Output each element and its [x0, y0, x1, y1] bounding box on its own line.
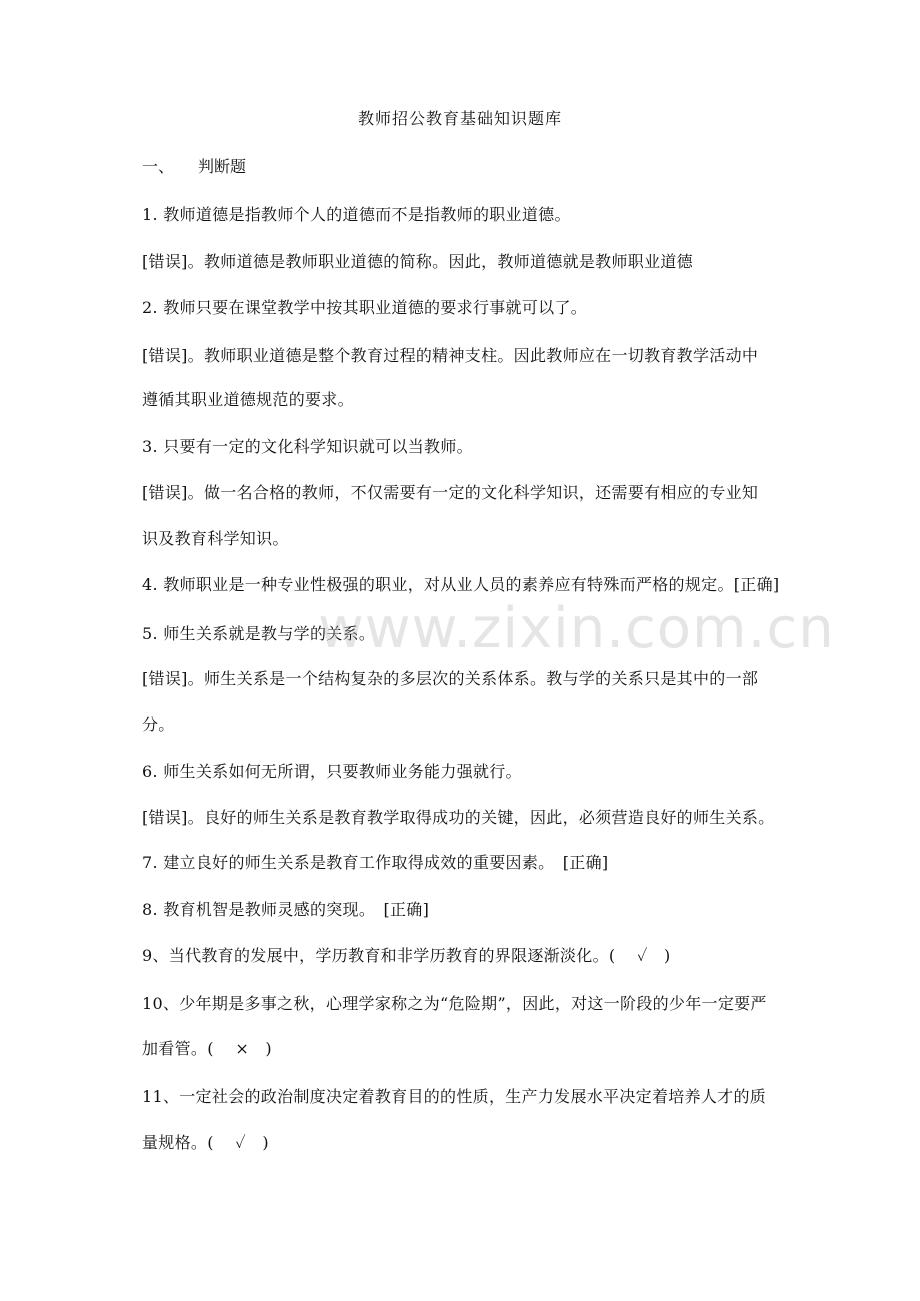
- text-line: 10、少年期是多事之秋，心理学家称之为“危险期”，因此，对这一阶段的少年一定要严: [142, 994, 767, 1013]
- text-line: 5. 师生关系就是教与学的关系。: [142, 624, 376, 643]
- text-line: 遵循其职业道德规范的要求。: [142, 390, 354, 409]
- watermark: www.zixin.com.cn: [318, 596, 835, 661]
- text-line: [错误]。做一名合格的教师，不仅需要有一定的文化科学知识，还需要有相应的专业知: [142, 483, 759, 502]
- text-line: 量规格。( ✓ ): [142, 1133, 269, 1152]
- text-line: 2. 教师只要在课堂教学中按其职业道德的要求行事就可以了。: [142, 298, 588, 317]
- text-line: 11、一定社会的政治制度决定着教育目的的性质，生产力发展水平决定着培养人才的质: [142, 1087, 767, 1106]
- section-heading: [142, 154, 246, 177]
- text-line: 1. 教师道德是指教师个人的道德而不是指教师的职业道德。: [142, 205, 571, 224]
- document-title: 教师招公教育基础知识题库: [357, 109, 562, 128]
- text-line: 9、当代教育的发展中，学历教育和非学历教育的界限逐渐淡化。( ✓ ): [142, 946, 671, 965]
- text-line: 分。: [142, 715, 175, 734]
- text-line: [错误]。教师道德是教师职业道德的简称。因此，教师道德就是教师职业道德: [142, 252, 693, 271]
- text-line: 加看管。( × ): [142, 1039, 272, 1058]
- text-line: 3. 只要有一定的文化科学知识就可以当教师。: [142, 437, 473, 456]
- section-label: 判断题: [198, 157, 247, 176]
- text-line: 8. 教育机智是教师灵感的突现。 [正确]: [142, 900, 430, 919]
- section-number: 一、: [142, 157, 175, 176]
- text-line: [错误]。良好的师生关系是教育教学取得成功的关键，因此，必须营造良好的师生关系。: [142, 808, 775, 827]
- text-line: [错误]。教师职业道德是整个教育过程的精神支柱。因此教师应在一切教育教学活动中: [142, 346, 759, 365]
- text-line: 7. 建立良好的师生关系是教育工作取得成效的重要因素。 [正确]: [142, 853, 609, 872]
- text-line: 4. 教师职业是一种专业性极强的职业，对从业人员的素养应有特殊而严格的规定。[正确]: [142, 575, 780, 594]
- text-line: [错误]。师生关系是一个结构复杂的多层次的关系体系。教与学的关系只是其中的一部: [142, 669, 759, 688]
- text-line: 6. 师生关系如何无所谓，只要教师业务能力强就行。: [142, 762, 522, 781]
- text-line: 识及教育科学知识。: [142, 529, 289, 548]
